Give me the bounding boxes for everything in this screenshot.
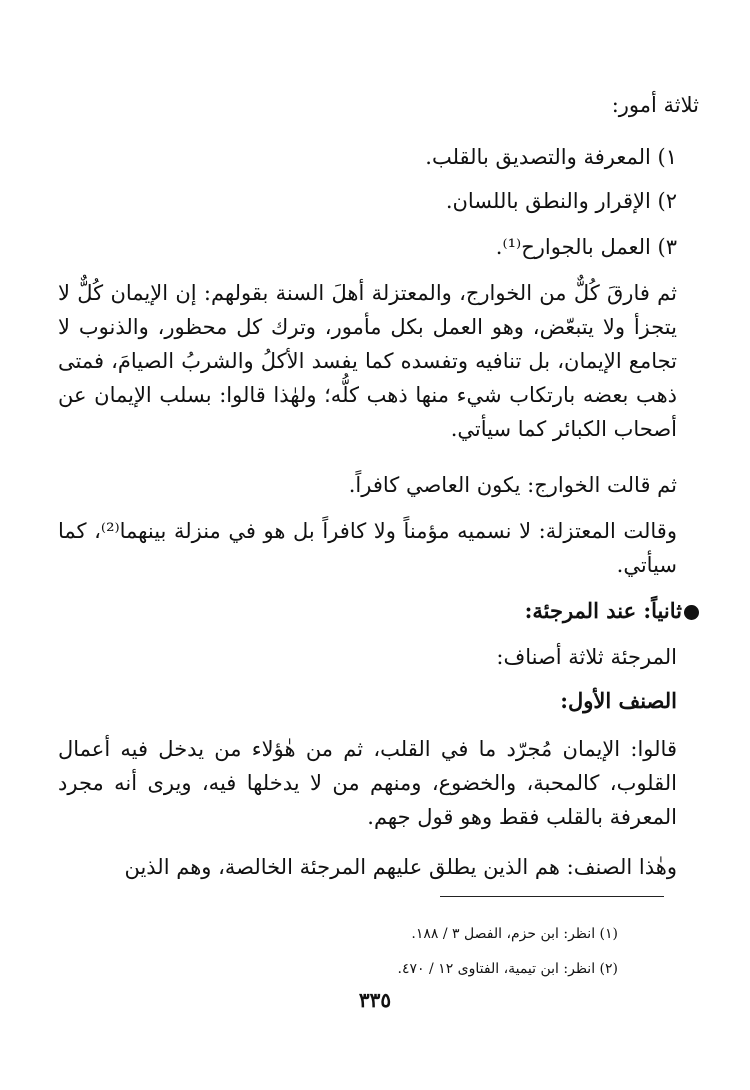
category-heading: الصنف الأول: <box>560 688 677 713</box>
point-2: ٢) الإقرار والنطق باللسان. <box>445 189 677 213</box>
category-paragraph: قالوا: الإيمان مُجرّد ما في القلب، ثم من هٰؤلاء من يدخل فيه أعمال القلوب، كالمحبة، والخضوع، ومنهم من لا يدخلها فيه، ويرى أنه مجرد المعرفة بالقلب فقط وهو قول جهم. <box>58 737 677 829</box>
section-heading <box>58 596 699 626</box>
bullet-icon <box>684 605 699 620</box>
mutazila-saying: وقالت المعتزلة: لا نسميه مؤمناً ولا كافراً بل هو في منزلة بينهما⁽²⁾، كما سيأتي. <box>58 519 677 577</box>
footnote-divider <box>440 896 664 897</box>
khawarij-saying: ثم قالت الخوارج: يكون العاصي كافراً. <box>348 473 677 497</box>
section-intro: المرجئة ثلاثة أصناف: <box>496 645 677 669</box>
footnote-2: (٢) انظر: ابن تيمية، الفتاوى ١٢ / ٤٧٠. <box>397 961 618 977</box>
intro-line: ثلاثة أمور: <box>611 93 699 117</box>
last-line: وهٰذا الصنف: هم الذين يطلق عليهم المرجئة الخالصة، وهم الذين <box>124 855 677 879</box>
section-heading-text: ثانياً: عند المرجئة: <box>524 598 682 623</box>
footnote-1: (١) انظر: ابن حزم، الفصل ٣ / ١٨٨. <box>411 926 618 942</box>
paragraph-khawarij-mutazila: ثم فارقَ كُلٌّ من الخوارج، والمعتزلة أهلَ السنة بقولهم: إن الإيمان كُلٌّ لا يتجزأ ولا يتبعّض، وهو العمل بكل مأمور، وترك كل محظور، والذنوب لا تجامع الإيمان، بل تنافيه وتفسده كما يفسد الأكلُ والشربُ الصيامَ، فمتى ذهب بعضه بارتكاب شيء منها ذهب كلُّه؛ ولهٰذا قالوا: بسلب الإيمان عن أصحاب الكبائر كما سيأتي. <box>58 281 677 441</box>
point-3: ٣) العمل بالجوارح⁽¹⁾. <box>495 235 677 259</box>
page-number: ٣٣٥ <box>358 988 392 1012</box>
point-1: ١) المعرفة والتصديق بالقلب. <box>425 145 677 169</box>
